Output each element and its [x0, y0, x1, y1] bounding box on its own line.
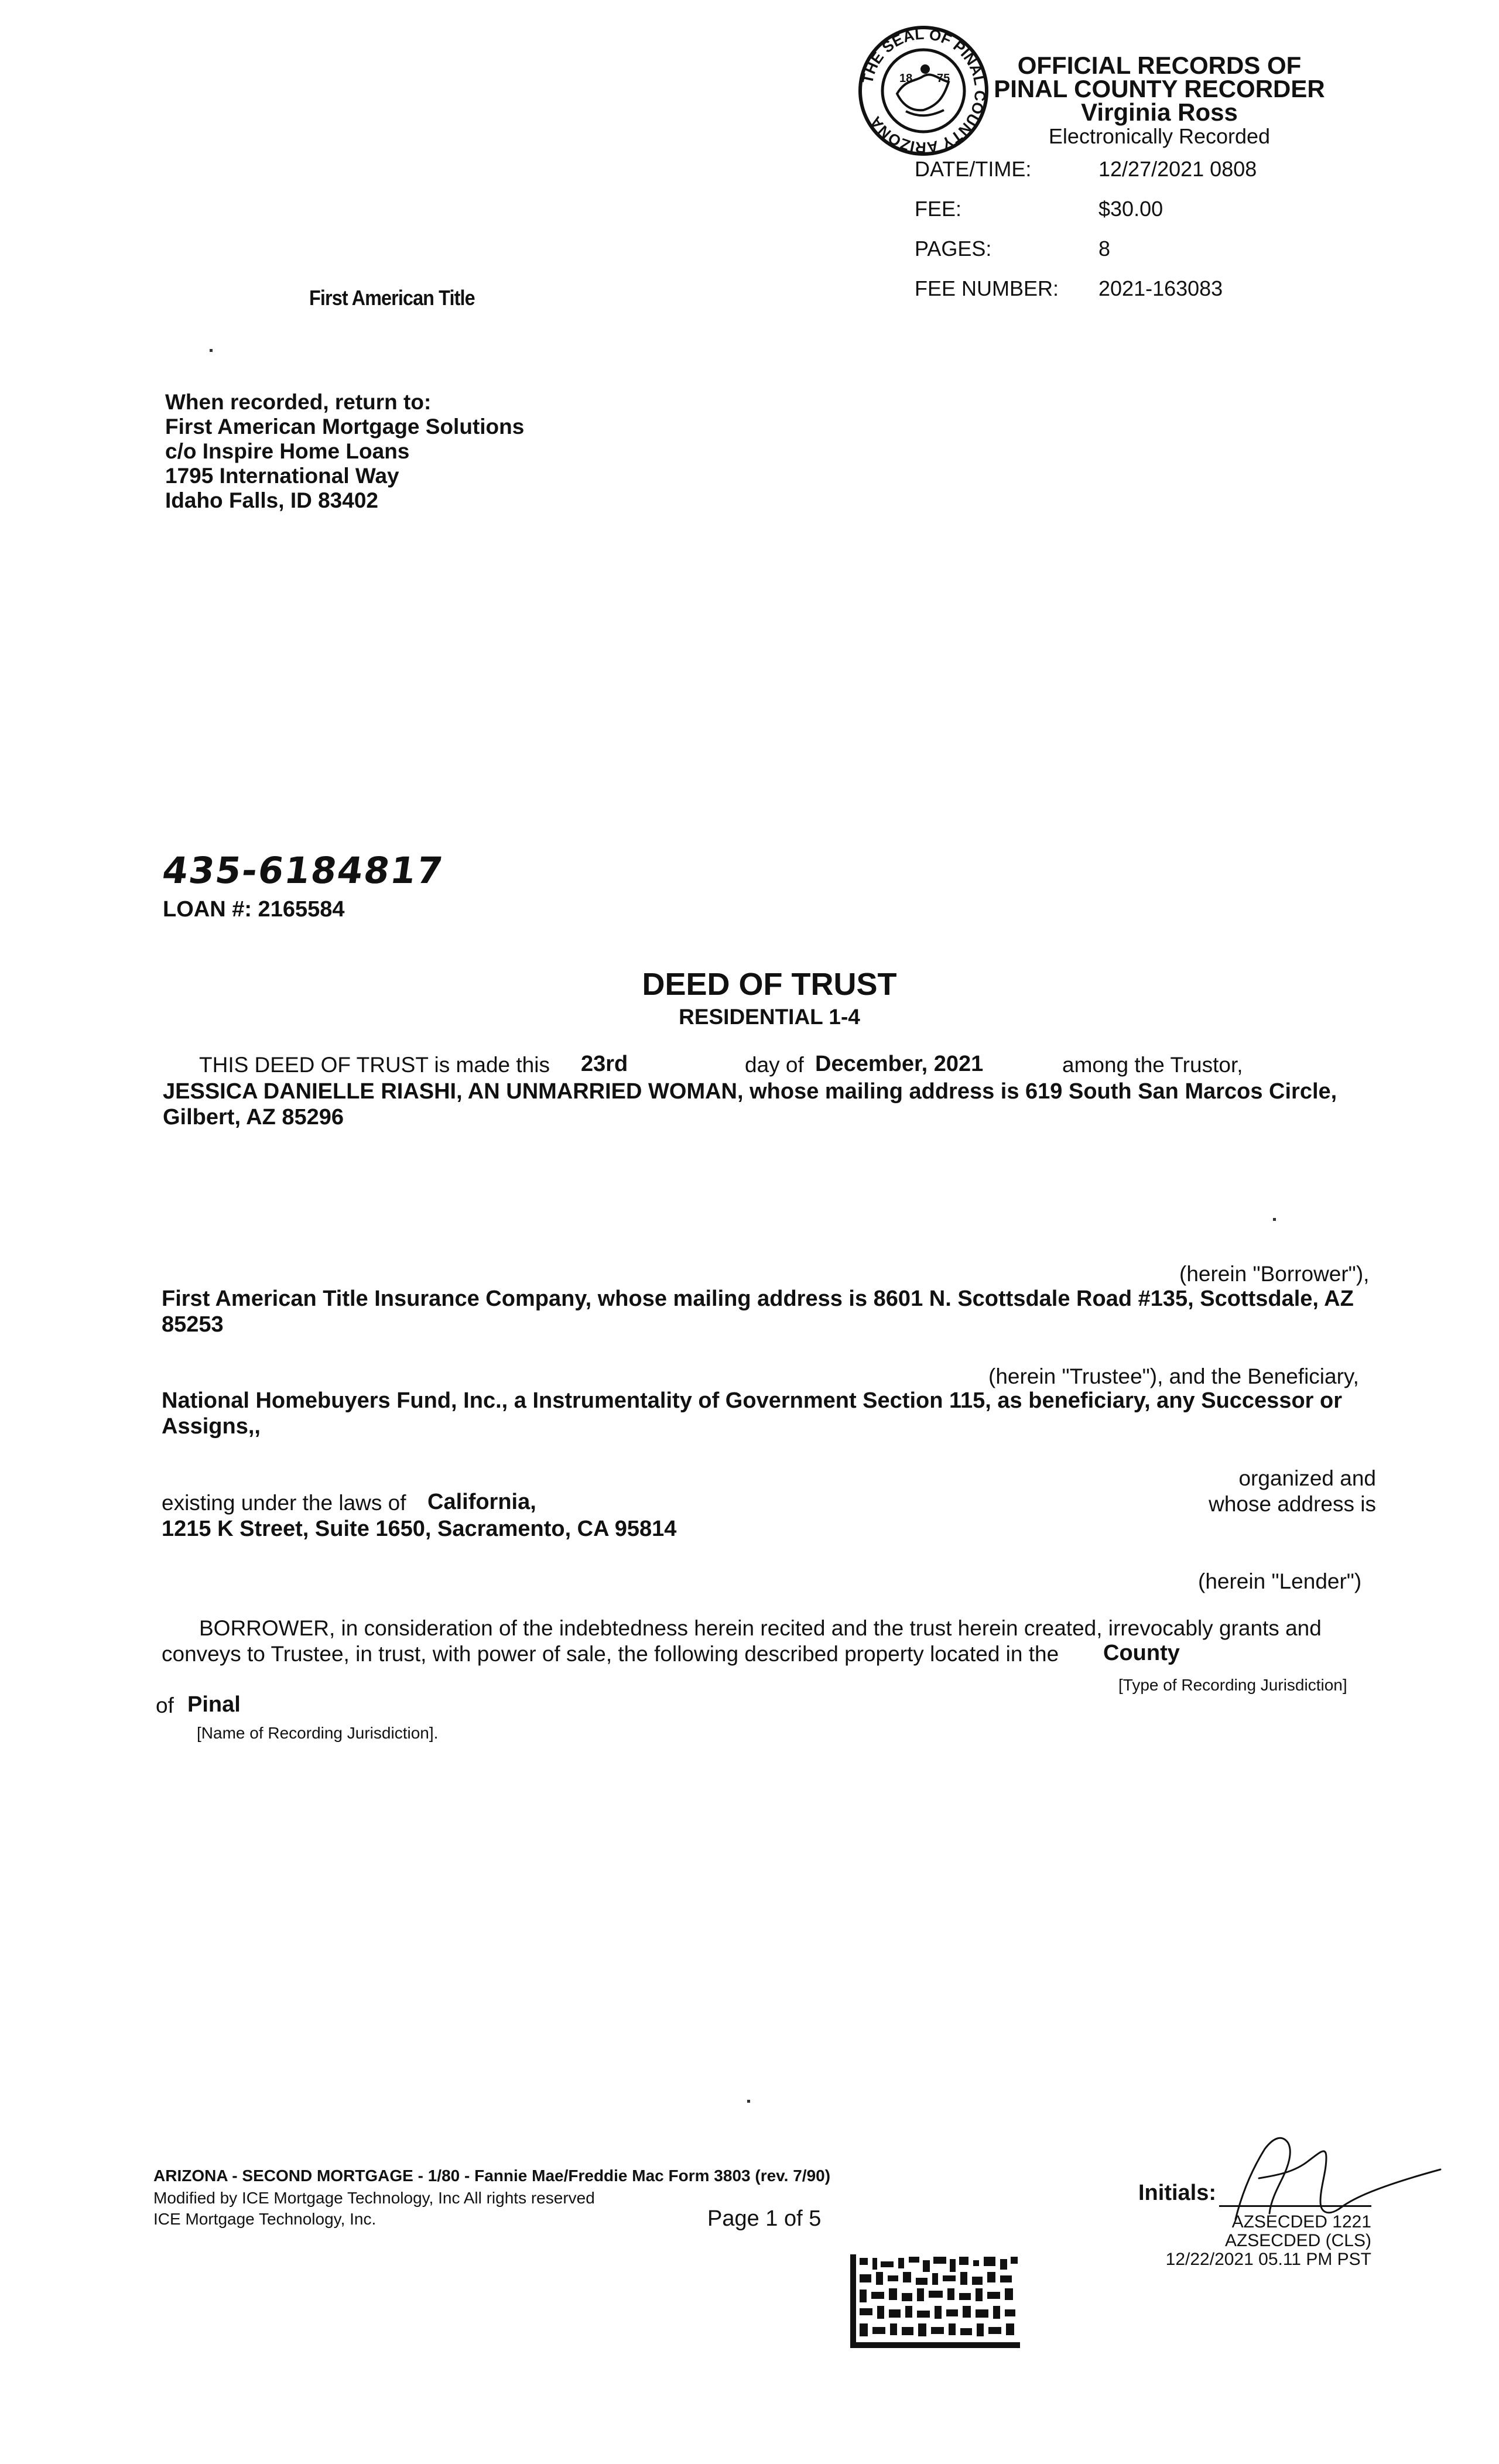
lender-address: 1215 K Street, Suite 1650, Sacramento, CA 95814: [162, 1517, 677, 1541]
2d-barcode: [850, 2254, 1020, 2348]
speck: [1273, 1218, 1276, 1221]
herein-borrower: (herein "Borrower"),: [1179, 1262, 1370, 1286]
intro-text: THIS DEED OF TRUST is made this: [199, 1053, 550, 1077]
speck: [210, 349, 213, 352]
name-note: [Name of Recording Jurisdiction].: [197, 1724, 439, 1742]
trustee-clause: First American Title Insurance Company, whose mailing address is 8601 N. Scottsdale Road #135, Scottsdale, AZ 85253: [162, 1286, 1354, 1337]
county-seal: [856, 23, 991, 158]
pages-value: 8: [1098, 237, 1111, 261]
document-subtitle: RESIDENTIAL 1-4: [679, 1005, 860, 1029]
of-word: of: [156, 1693, 174, 1717]
fee-value: $30.00: [1098, 197, 1163, 221]
seal-year-right: 75: [937, 72, 950, 85]
existing-under: existing under the laws of: [162, 1491, 406, 1515]
return-to-line: First American Mortgage Solutions: [165, 415, 525, 439]
jurisdiction-name: Pinal: [187, 1692, 241, 1717]
return-to-line: Idaho Falls, ID 83402: [165, 488, 378, 512]
date-time-value: 12/27/2021 0808: [1098, 157, 1257, 181]
jurisdiction-type: County: [1103, 1641, 1180, 1665]
date-time-label: DATE/TIME:: [915, 157, 1032, 181]
fee-number-value: 2021-163083: [1098, 276, 1223, 300]
recorder-line2: PINAL COUNTY RECORDER: [994, 75, 1325, 102]
seal-emblem: [856, 23, 991, 158]
fee-number-label: FEE NUMBER:: [915, 276, 1059, 300]
recorder-line1: OFFICIAL RECORDS OF: [1017, 52, 1302, 79]
herein-lender: (herein "Lender"): [1198, 1569, 1362, 1593]
signature-scribble: [1200, 2126, 1452, 2225]
borrower-paragraph-line1: BORROWER, in consideration of the indebtedness herein recited and the trust herein created, irrevocably grants and: [199, 1616, 1322, 1640]
return-to-block: [165, 390, 524, 513]
document-title: DEED OF TRUST: [642, 967, 897, 1002]
barcode-graphic: [850, 2254, 1020, 2348]
form-line-1: [153, 2167, 830, 2185]
day-value: 23rd: [581, 1052, 628, 1076]
state-name: California,: [427, 1490, 536, 1514]
seal-ring-text: THE SEAL OF PINAL COUNTY ARIZONA: [858, 25, 990, 157]
among-trustor: among the Trustor,: [1062, 1053, 1243, 1077]
herein-trustee: (herein "Trustee"), and the Beneficiary,: [988, 1364, 1359, 1388]
fee-label: FEE:: [915, 197, 962, 221]
form-code-cls: AZSECDED (CLS): [1224, 2231, 1371, 2250]
handwritten-order-number: 435-6184817: [159, 849, 447, 892]
form-line-2: Modified by ICE Mortgage Technology, Inc All rights reserved: [153, 2189, 595, 2207]
form-state-type: ARIZONA - SECOND MORTGAGE - 1/80 -: [153, 2167, 475, 2185]
loan-number: LOAN #: 2165584: [163, 897, 345, 922]
seal-year-left: 18: [899, 72, 913, 85]
return-to-line: 1795 International Way: [165, 464, 399, 488]
trustor-clause: JESSICA DANIELLE RIASHI, AN UNMARRIED WOMAN, whose mailing address is 619 South San Marcos Circle, Gilbert, AZ 85296: [163, 1079, 1337, 1130]
form-line-3: ICE Mortgage Technology, Inc.: [153, 2210, 377, 2228]
recorder-method: Electronically Recorded: [1048, 124, 1271, 148]
form-code: AZSECDED 1221: [1231, 2212, 1371, 2232]
whose-address-is: whose address is: [1209, 1492, 1376, 1516]
day-of-text: day of: [745, 1053, 804, 1077]
type-note: [Type of Recording Jurisdiction]: [1118, 1676, 1347, 1694]
return-to-line: c/o Inspire Home Loans: [165, 439, 410, 463]
title-company-stamp: First American Title: [309, 286, 475, 310]
pages-label: PAGES:: [915, 237, 992, 261]
generated-timestamp: 12/22/2021 05.11 PM PST: [1165, 2250, 1371, 2269]
beneficiary-clause: National Homebuyers Fund, Inc., a Instrumentality of Government Section 115, as beneficiary, any Successor or Assigns,,: [162, 1388, 1343, 1439]
form-number: Fannie Mae/Freddie Mac Form 3803 (rev. 7/90): [474, 2167, 831, 2185]
organized-and: organized and: [1238, 1466, 1376, 1490]
borrower-paragraph-line2: conveys to Trustee, in trust, with power of sale, the following described property located in the: [162, 1642, 1059, 1666]
initials-label: Initials:: [1138, 2181, 1217, 2205]
initials-signature: [1200, 2126, 1452, 2225]
return-to-heading: When recorded, return to:: [165, 390, 432, 414]
month-year: December, 2021: [815, 1052, 984, 1076]
recorder-header: [990, 54, 1329, 149]
page-number: Page 1 of 5: [707, 2206, 822, 2231]
recorder-name: Virginia Ross: [1081, 98, 1238, 126]
speck: [747, 2100, 750, 2103]
